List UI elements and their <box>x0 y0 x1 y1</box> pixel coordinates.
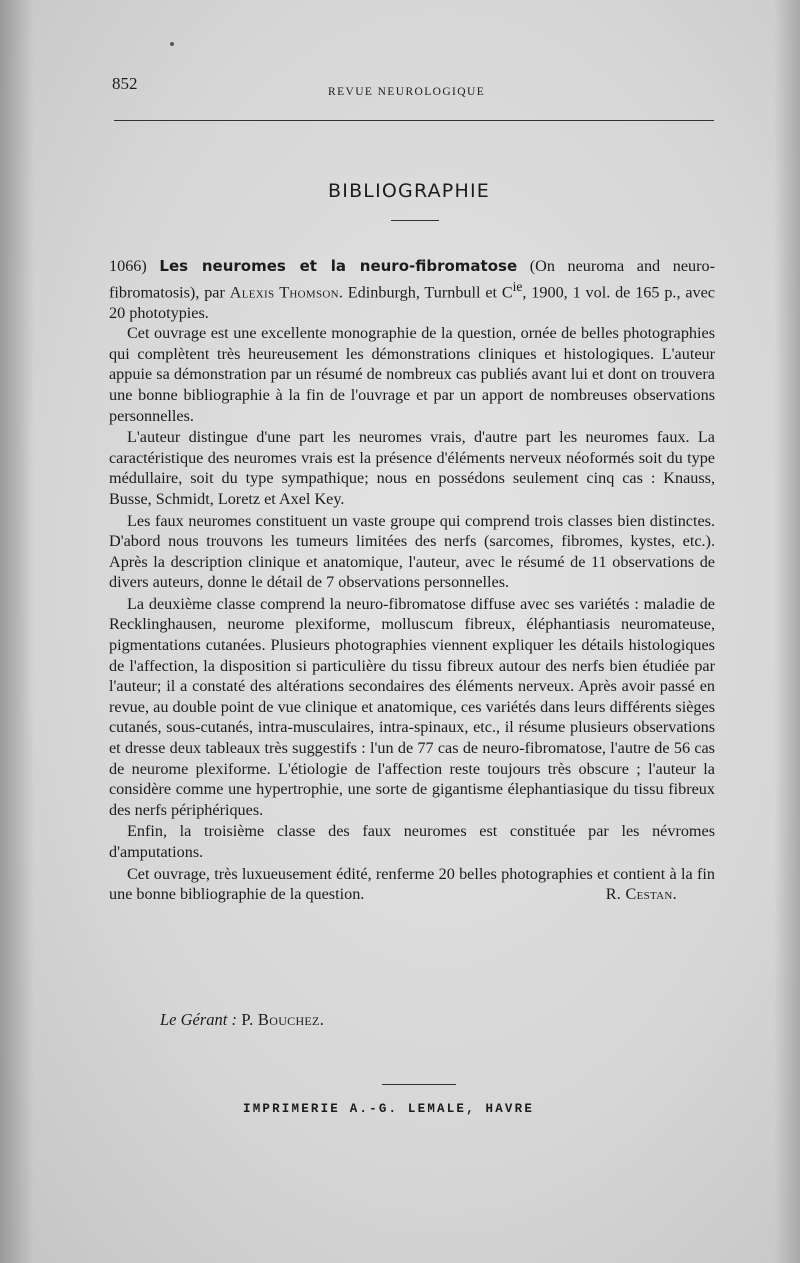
review-paragraph: La deuxième classe comprend la neuro-fibromatose diffuse avec ses variétés : maladie de Recklinghausen, neurome plexiforme, molluscum fibreux, éléphantiasis neuromateuse, pigmentations cutanées. Plusieurs photographies viennent expliquer les détails histologiques de l'affection, la disposition si particulière du tissu fibreux autour des nerfs bien étudiée par l'auteur; il a constaté des altérations secondaires des éléments nerveux. Après avoir passé en revue, au double point de vue clinique et anatomique, ces variétés dans leurs différents sièges cutanés, sous-cutanés, intra-musculaires, intra-spinaux, etc., il résume plusieurs observations et dresse deux tableaux très suggestifs : l'un de 77 cas de neuro-fibromatose, l'autre de 56 cas de neurome plexiforme. L'étiologie de l'affection reste toujours très obscure ; l'auteur la considère comme une hypertrophie, une sorte de gigantisme élephantiasique du tissu fibreux des nerfs périphériques. <box>109 594 715 819</box>
entry-title: Les neuromes et la neuro-fibromatose <box>159 257 518 275</box>
ink-speck <box>170 42 174 46</box>
entry-number: 1066) <box>109 257 147 275</box>
review-last-text: Cet ouvrage, très luxueusement édité, renferme 20 belles photographies et contient à la fin une bonne bibliographie de la question. <box>109 864 715 904</box>
entry-reference <box>109 256 715 323</box>
section-title: BIBLIOGRAPHIE <box>328 180 490 202</box>
entry-publisher-superscript: ie <box>512 278 523 294</box>
header-rule <box>114 120 714 121</box>
gerant-label: Le Gérant : <box>160 1010 237 1029</box>
review-last-paragraph <box>109 864 715 905</box>
entry-author: Alexis Thomson <box>229 282 339 301</box>
printer-imprint: IMPRIMERIE A.-G. LEMALE, HAVRE <box>243 1102 535 1116</box>
entry-publisher: . Edinburgh, Turnbull et C <box>338 282 513 301</box>
review-paragraph: Cet ouvrage est une excellente monographie de la question, ornée de belles photographies qui complètent très heureusement les démonstrations cliniques et histologiques. L'auteur appuie sa démonstration par un résumé de nombreux cas publiés avant lui et dont on trouvera une bonne bibliographie à la fin de l'ouvrage et par un apport de nombreuses observations personnelles. <box>109 324 715 425</box>
review-paragraph: Enfin, la troisième classe des faux neuromes est constituée par les névromes d'amputations. <box>109 822 715 862</box>
bibliography-entry <box>109 256 715 905</box>
printer-rule <box>382 1084 456 1085</box>
page-number: 852 <box>112 74 138 93</box>
reviewer-signature: R. Cestan. <box>605 885 677 904</box>
entry-reference-tail: , 1900, 1 vol. de 165 p., avec 20 phototypies. <box>109 282 715 322</box>
gerant-name: P. Bouchez. <box>237 1010 325 1029</box>
entry-reference-text: (On neuroma and neuro-fibromatosis), par <box>109 257 716 301</box>
review-paragraph: Les faux neuromes constituent un vaste groupe qui comprend trois classes bien distinctes. D'abord nous trouvons les tumeurs limitées des nerfs (sarcomes, fibromes, kystes, etc.). Après la description clinique et anatomique, l'auteur, avec le résumé de 11 observations de divers auteurs, donne le détail de 7 observations personnelles. <box>109 511 715 592</box>
title-rule <box>391 220 439 221</box>
running-head: REVUE NEUROLOGIQUE <box>328 86 486 98</box>
gerant-line <box>160 1010 324 1030</box>
review-paragraph: L'auteur distingue d'une part les neuromes vrais, d'autre part les neuromes faux. La caractéristique des neuromes vrais est la présence d'éléments nerveux néoformés soit du type médullaire, soit du type sympathique; nous en possédons seulement cinq cas : Knauss, Busse, Schmidt, Loretz et Axel Key. <box>109 428 715 508</box>
